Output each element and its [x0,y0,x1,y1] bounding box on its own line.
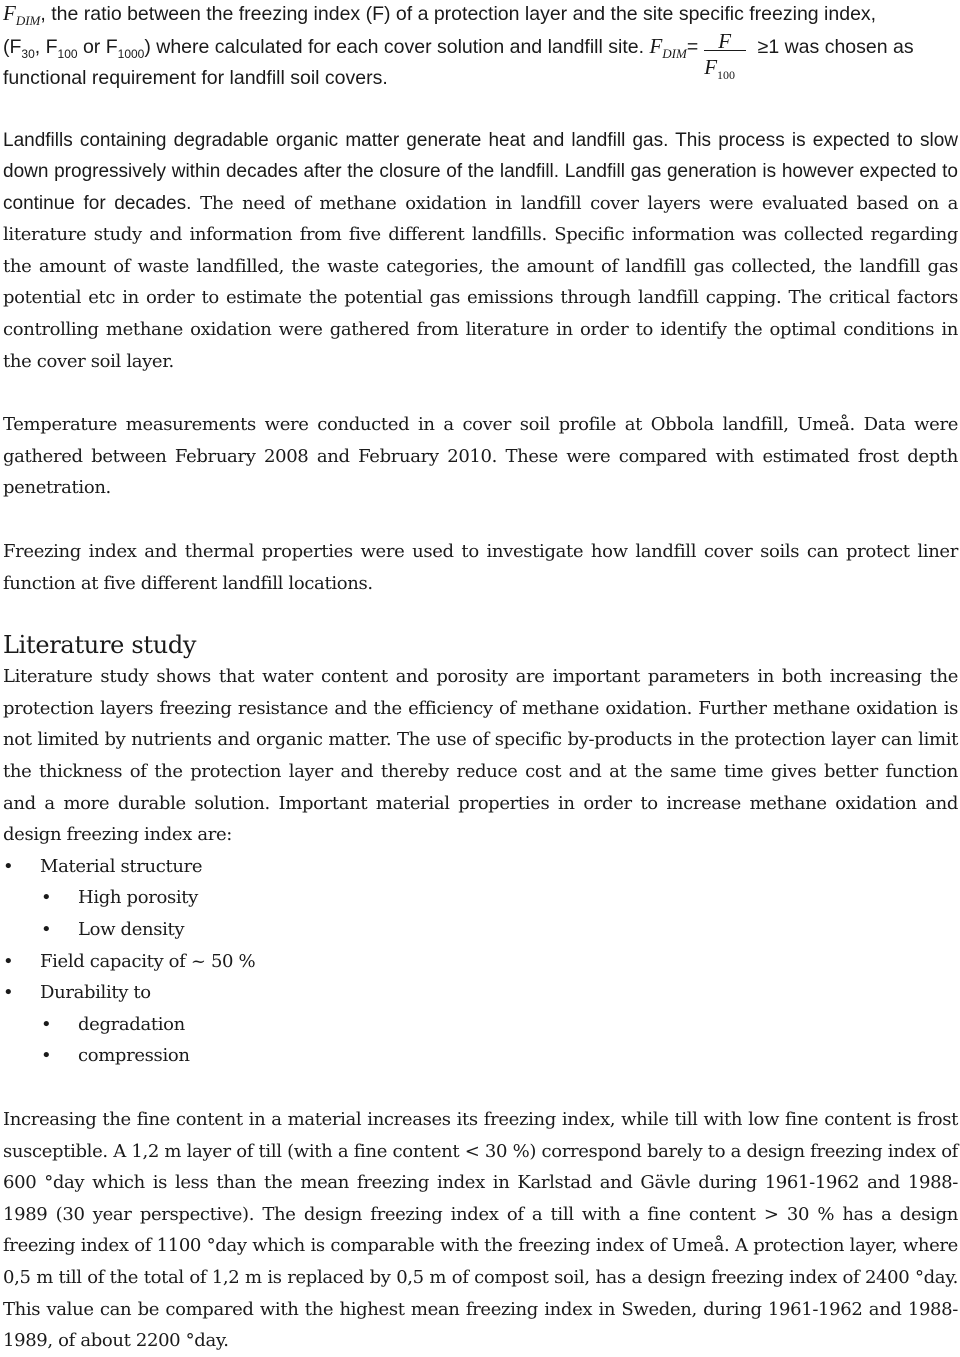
intro-line-2-open: (F [3,35,22,58]
intro-line-3 [3,63,958,95]
section-heading-literature: Literature study [3,631,197,660]
formula-fraction [704,28,746,82]
list-item: • Material structure [3,851,958,883]
intro-line-2-mid3: ) where calculated for each cover solution and landfill site. [144,35,650,58]
formula-lhs-sub: DIM [662,45,687,61]
paragraph-temperature: Temperature measurements were conducted in a cover soil profile at Obbola landfill, Umeå. Data were gathered between February 2008 and February 2010. These were compared with estimated frost depth penetration. [3,414,958,499]
intro-block [3,0,958,95]
paragraph-landfill-gas-sans: Landfills containing degradable organic matter generate heat and landfill gas. This process is expected to slow down progressively within decades after the closure of the landfill. Landfill gas generation is however expected to continue for decades. [3,129,958,214]
paragraph-landfill-gas [3,125,958,378]
formula-lhs: F [649,33,663,58]
formula-den-symbol: F [704,54,718,79]
sub-1000: 1000 [117,46,145,61]
formula-den-sub: 100 [717,67,736,82]
spacer [3,95,958,125]
f-dim-subscript: DIM [15,13,41,28]
list-item: • Durability to [3,977,958,1009]
intro-line-2-mid2: or F [77,35,118,58]
intro-line-3-text: functional requirement for landfill soil covers. [3,67,388,89]
formula-numerator: F [718,28,732,53]
fraction-bar [704,50,746,51]
intro-line-2-mid1: , F [34,35,58,58]
document-page [3,0,958,1357]
sub-100: 100 [57,46,78,61]
property-list [3,851,958,1072]
formula-eq: = [686,35,699,58]
spacer [3,1072,958,1104]
formula-denominator [704,52,735,84]
list-item: • compression [3,1040,958,1072]
sub-30: 30 [21,46,35,61]
list-item: • degradation [3,1009,958,1041]
spacer [3,599,958,629]
paragraph-methane-need: The need of methane oxidation in landfill cover layers were evaluated based on a literature study and information from five different landfills. Specific information was collected regarding the amount of waste landfilled, the waste categories, the amount of landfill gas collected, the landfill gas potential etc in order to estimate the potential gas emissions through landfill capping. The critical factors controlling methane oxidation were gathered from literature in order to identify the optimal conditions in the cover soil layer. [3,192,958,372]
intro-line-1 [3,0,958,31]
paragraph-literature-study: Literature study shows that water content and porosity are important parameters in both increasing the protection layers freezing resistance and the efficiency of methane oxidation. Further methane oxidation is not limited by nutrients and organic matter. The use of specific by-products in the protection layer can limit the thickness of the protection layer and thereby reduce cost and at the same time gives better function and a more durable solution. Important material properties in order to increase methane oxidation and design freezing index are: [3,666,958,846]
intro-line-1-text: , the ratio between the freezing index (F) of a protection layer and the site specific freezing index, [40,3,877,25]
list-item: • Low density [3,914,958,946]
paragraph-freezing-index: Freezing index and thermal properties were used to investigate how landfill cover soils can protect liner function at five different landfill locations. [3,541,958,594]
f-dim-symbol: F [3,1,16,25]
list-item: • High porosity [3,882,958,914]
spacer [3,504,958,536]
spacer [3,377,958,409]
paragraph-fine-content: Increasing the fine content in a material increases its freezing index, while till with low fine content is frost susceptible. A 1,2 m layer of till (with a fine content < 30 %) correspond barely to a design freezing index of 600 °day which is less than the mean freezing index in Karlstad and Gävle during 1961-1962 and 1988-1989 (30 year perspective). The design freezing index of a till with a fine content > 30 % has a design freezing index of 1100 °day which is comparable with the freezing index of Umeå. A protection layer, where 0,5 m till of the total of 1,2 m is replaced by 0,5 m of compost soil, has a design freezing index of 2400 °day. This value can be compared with the highest mean freezing index in Sweden, during 1961-1962 and 1988-1989, of about 2200 °day. [3,1108,958,1352]
formula-rest: ≥1 was chosen as [752,35,914,58]
list-item: • Field capacity of ~ 50 % [3,946,958,978]
